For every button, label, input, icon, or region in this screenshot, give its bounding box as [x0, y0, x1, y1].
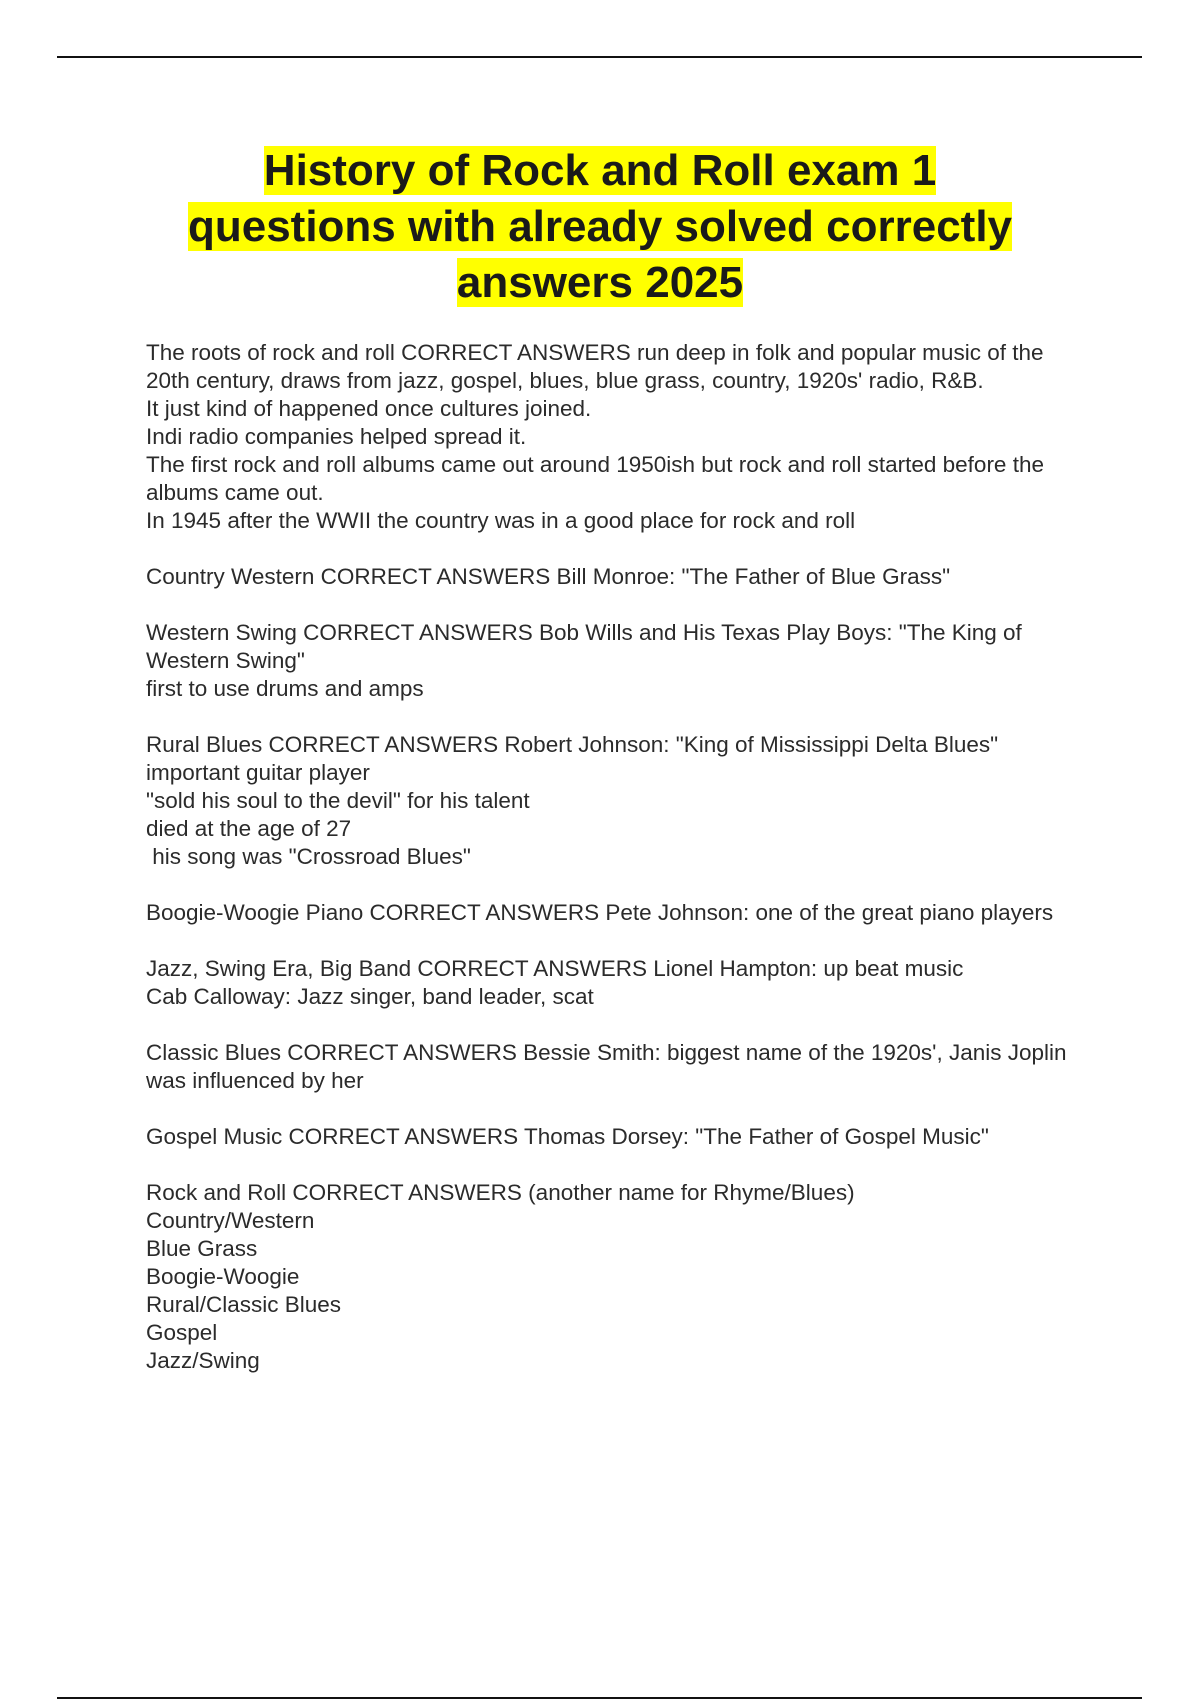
- qa-entry: [146, 899, 1086, 927]
- entry-line: Gospel Music CORRECT ANSWERS Thomas Dorsey: "The Father of Gospel Music": [146, 1124, 989, 1149]
- entry-line: Gospel: [146, 1320, 218, 1345]
- entry-line: Indi radio companies helped spread it.: [146, 424, 527, 449]
- entry-line: Rural/Classic Blues: [146, 1292, 342, 1317]
- entry-line: Country Western CORRECT ANSWERS Bill Monroe: "The Father of Blue Grass": [146, 564, 951, 589]
- entry-line: Country/Western: [146, 1208, 315, 1233]
- entry-line: In 1945 after the WWII the country was in a good place for rock and roll: [146, 508, 856, 533]
- entry-line: "sold his soul to the devil" for his talent: [146, 788, 530, 813]
- entry-line: Rock and Roll CORRECT ANSWERS (another name for Rhyme/Blues): [146, 1180, 855, 1205]
- qa-entry: [146, 563, 1086, 591]
- title-line-1: History of Rock and Roll exam 1: [263, 146, 937, 195]
- entry-line: his song was "Crossroad Blues": [146, 844, 471, 869]
- qa-entry: [146, 1179, 1086, 1375]
- entry-line: Boogie-Woogie: [146, 1264, 300, 1289]
- qa-entry: [146, 339, 1086, 535]
- qa-entry: [146, 955, 1086, 1011]
- footer-rule: [57, 1697, 1142, 1699]
- qa-entry: [146, 731, 1086, 871]
- qa-entry: [146, 1039, 1086, 1095]
- entry-line: important guitar player: [146, 760, 370, 785]
- qa-entry: [146, 619, 1086, 703]
- entry-line: Boogie-Woogie Piano CORRECT ANSWERS Pete Johnson: one of the great piano players: [146, 900, 1054, 925]
- title-line-2: questions with already solved correctly: [187, 202, 1013, 251]
- qa-entry: [146, 1123, 1086, 1151]
- entry-line: Blue Grass: [146, 1236, 258, 1261]
- entry-line: died at the age of 27: [146, 816, 352, 841]
- entry-line: Jazz/Swing: [146, 1348, 260, 1373]
- entry-line: Classic Blues CORRECT ANSWERS Bessie Smith: biggest name of the 1920s', Janis Joplin was influenced by her: [146, 1040, 1073, 1093]
- entry-line: Western Swing CORRECT ANSWERS Bob Wills and His Texas Play Boys: "The King of Western Swing": [146, 620, 1029, 673]
- entry-line: The first rock and roll albums came out around 1950ish but rock and roll started before the albums came out.: [146, 452, 1051, 505]
- document-body: [146, 339, 1086, 1375]
- entry-line: It just kind of happened once cultures joined.: [146, 396, 592, 421]
- entry-line: The roots of rock and roll CORRECT ANSWERS run deep in folk and popular music of the 20th century, draws from jazz, gospel, blues, blue grass, country, 1920s' radio, R&B.: [146, 340, 1050, 393]
- header-rule: [57, 56, 1142, 58]
- entry-line: Jazz, Swing Era, Big Band CORRECT ANSWERS Lionel Hampton: up beat music: [146, 956, 964, 981]
- document-title: [120, 143, 1080, 311]
- entry-line: first to use drums and amps: [146, 676, 424, 701]
- entry-line: Cab Calloway: Jazz singer, band leader, scat: [146, 984, 594, 1009]
- title-line-3: answers 2025: [456, 258, 744, 307]
- entry-line: Rural Blues CORRECT ANSWERS Robert Johnson: "King of Mississippi Delta Blues": [146, 732, 999, 757]
